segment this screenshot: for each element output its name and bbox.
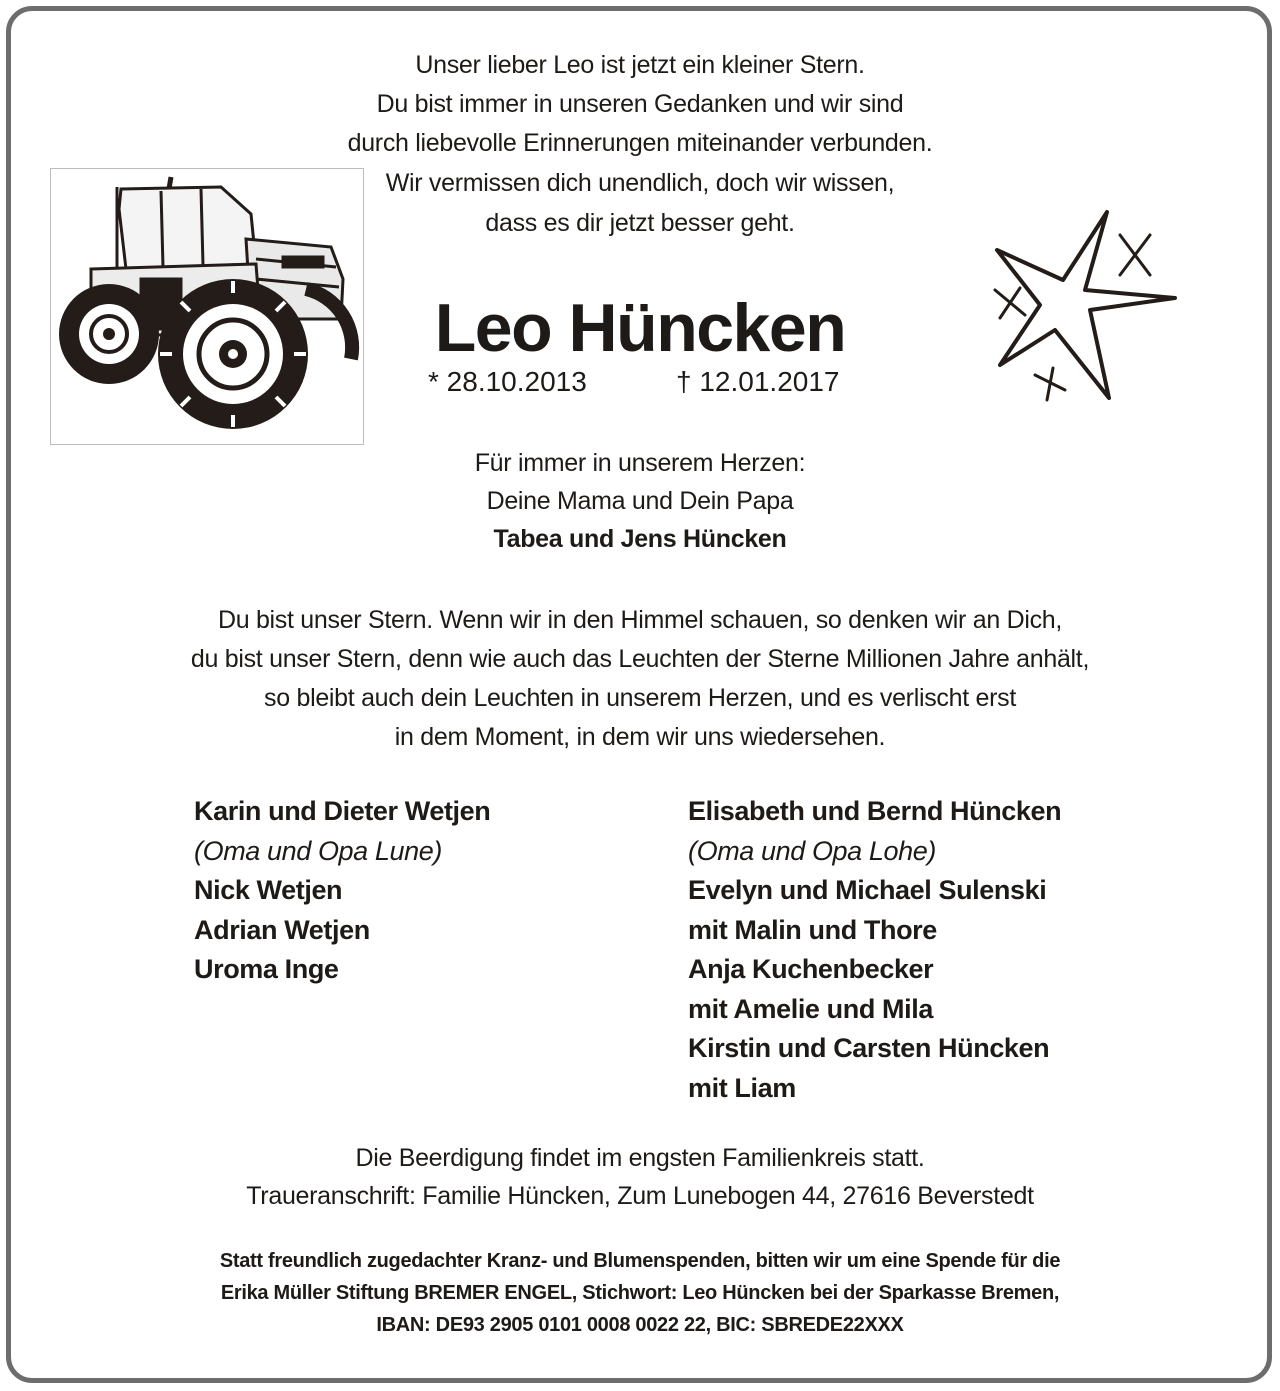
family-name: Evelyn und Michael Sulenski xyxy=(688,875,1047,905)
poem-line-3: durch liebevolle Erinnerungen miteinander verbunden. xyxy=(347,129,933,157)
family-name: Anja Kuchenbecker xyxy=(688,954,934,984)
poem-line-1: Unser lieber Leo ist jetzt ein kleiner Stern. xyxy=(415,51,865,79)
family-name: Uroma Inge xyxy=(194,954,339,984)
family-name: Adrian Wetjen xyxy=(194,914,370,945)
donation-line-1: Statt freundlich zugedachter Kranz- und Blumenspenden, bitten wir um eine Spende für die xyxy=(219,1250,1061,1272)
birth-date: * 28.10.2013 xyxy=(428,366,587,397)
family-name: mit Amelie und Mila xyxy=(688,993,933,1024)
family-name: Nick Wetjen xyxy=(194,875,343,905)
quote-line-2: du bist unser Stern, denn wie auch das Leuchten der Sterne Millionen Jahre anhält, xyxy=(190,645,1090,673)
quote-line-3: so bleibt auch dein Leuchten in unserem Herzen, und es verlischt erst xyxy=(264,684,1016,712)
donation-iban: IBAN: DE93 2905 0101 0008 0022 22, BIC: SBREDE22XXX xyxy=(376,1314,904,1336)
donation-line-2: Erika Müller Stiftung BREMER ENGEL, Stichwort: Leo Hüncken bei der Sparkasse Bremen, xyxy=(220,1282,1060,1304)
family-right xyxy=(688,792,1061,1108)
farewell-line-1: Für immer in unserem Herzen: xyxy=(474,449,806,477)
farewell-parents: Tabea und Jens Hüncken xyxy=(493,525,787,553)
family-name: mit Liam xyxy=(688,1072,796,1103)
family-left xyxy=(194,792,490,990)
deceased-name: Leo Hüncken xyxy=(434,290,846,366)
family-name: Karin und Dieter Wetjen xyxy=(194,796,491,826)
family-name: Kirstin und Carsten Hüncken xyxy=(688,1033,1050,1063)
funeral-note: Die Beerdigung findet im engsten Familienkreis statt. xyxy=(355,1144,925,1172)
farewell-line-2: Deine Mama und Dein Papa xyxy=(486,487,794,515)
quote-line-4: in dem Moment, in dem wir uns wiedersehen. xyxy=(394,723,886,751)
family-note: (Oma und Opa Lohe) xyxy=(688,835,936,866)
mourning-address: Traueranschrift: Familie Hüncken, Zum Lunebogen 44, 27616 Beverstedt xyxy=(246,1182,1034,1210)
family-name: mit Malin und Thore xyxy=(688,914,937,945)
poem-line-2: Du bist immer in unseren Gedanken und wir sind xyxy=(376,90,904,118)
quote-line-1: Du bist unser Stern. Wenn wir in den Himmel schauen, so denken wir an Dich, xyxy=(217,606,1063,634)
family-name: Elisabeth und Bernd Hüncken xyxy=(688,796,1062,826)
family-note: (Oma und Opa Lune) xyxy=(194,835,442,866)
poem-line-4: Wir vermissen dich unendlich, doch wir wissen, xyxy=(385,169,895,197)
death-date: † 12.01.2017 xyxy=(676,366,840,397)
poem-line-5: dass es dir jetzt besser geht. xyxy=(485,209,795,237)
